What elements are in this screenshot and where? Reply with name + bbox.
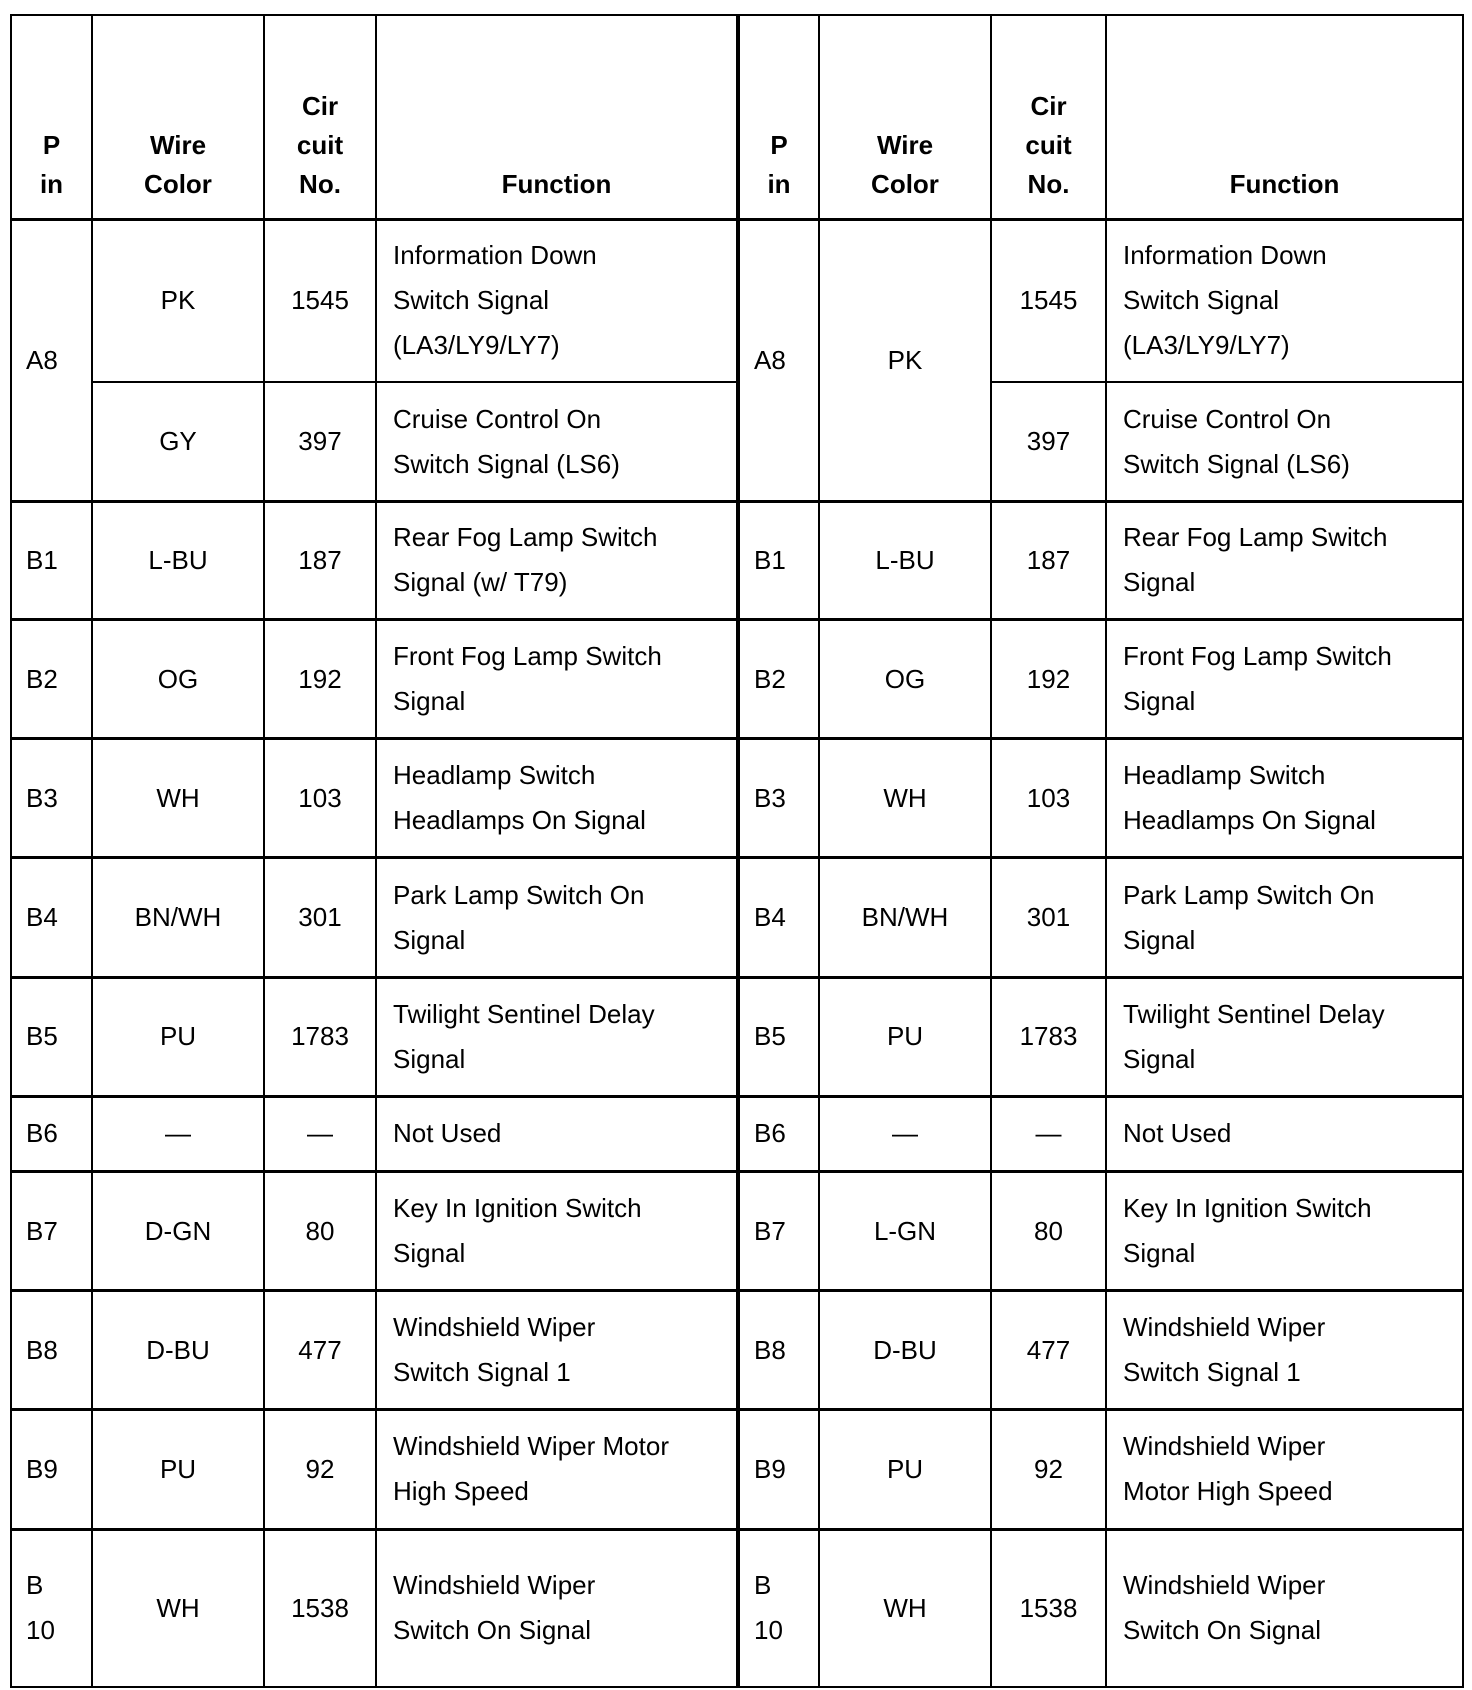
header-function: Function bbox=[1106, 15, 1463, 219]
table-row bbox=[11, 1171, 1463, 1290]
pin-cell: B6 bbox=[11, 1096, 92, 1171]
pin-cell: B3 bbox=[11, 739, 92, 858]
wire-color-cell: OG bbox=[92, 620, 264, 739]
pin-cell: B6 bbox=[738, 1096, 819, 1171]
header-pin: P in bbox=[11, 15, 92, 219]
header-pin: P in bbox=[738, 15, 819, 219]
circuit-cell: 397 bbox=[264, 382, 376, 501]
pin-cell: B8 bbox=[738, 1291, 819, 1410]
circuit-cell: 1538 bbox=[264, 1529, 376, 1687]
pin-cell: B5 bbox=[738, 977, 819, 1096]
connector-pin-table bbox=[10, 14, 1464, 1688]
wire-color-cell: D-BU bbox=[819, 1291, 991, 1410]
function-cell: Front Fog Lamp Switch Signal bbox=[376, 620, 738, 739]
function-cell: Not Used bbox=[376, 1096, 738, 1171]
function-cell: Information Down Switch Signal (LA3/LY9/LY7) bbox=[376, 219, 738, 382]
circuit-cell: 477 bbox=[264, 1291, 376, 1410]
circuit-cell: 192 bbox=[264, 620, 376, 739]
wire-color-cell: GY bbox=[92, 382, 264, 501]
circuit-cell: 1545 bbox=[991, 219, 1106, 382]
circuit-cell: 80 bbox=[264, 1171, 376, 1290]
pin-cell: B 10 bbox=[11, 1529, 92, 1687]
circuit-cell: 80 bbox=[991, 1171, 1106, 1290]
function-cell: Key In Ignition Switch Signal bbox=[1106, 1171, 1463, 1290]
pin-cell: A8 bbox=[738, 219, 819, 501]
wire-color-cell: WH bbox=[92, 739, 264, 858]
circuit-cell: 1545 bbox=[264, 219, 376, 382]
function-cell: Not Used bbox=[1106, 1096, 1463, 1171]
function-cell: Twilight Sentinel Delay Signal bbox=[1106, 977, 1463, 1096]
function-cell: Key In Ignition Switch Signal bbox=[376, 1171, 738, 1290]
function-cell: Park Lamp Switch On Signal bbox=[376, 858, 738, 977]
table-row bbox=[11, 858, 1463, 977]
function-cell: Windshield Wiper Motor High Speed bbox=[1106, 1410, 1463, 1529]
circuit-cell: 192 bbox=[991, 620, 1106, 739]
wire-color-cell: L-GN bbox=[819, 1171, 991, 1290]
function-cell: Twilight Sentinel Delay Signal bbox=[376, 977, 738, 1096]
circuit-cell: 1783 bbox=[264, 977, 376, 1096]
wire-color-cell: — bbox=[819, 1096, 991, 1171]
header-wire-color: Wire Color bbox=[819, 15, 991, 219]
pin-cell: B1 bbox=[11, 501, 92, 619]
pin-cell: B4 bbox=[738, 858, 819, 977]
function-cell: Headlamp Switch Headlamps On Signal bbox=[1106, 739, 1463, 858]
table-row bbox=[11, 739, 1463, 858]
wire-color-cell: WH bbox=[819, 1529, 991, 1687]
table-body bbox=[11, 15, 1463, 1687]
wire-color-cell: — bbox=[92, 1096, 264, 1171]
wire-color-cell: D-GN bbox=[92, 1171, 264, 1290]
function-cell: Rear Fog Lamp Switch Signal bbox=[1106, 501, 1463, 619]
pin-cell: B3 bbox=[738, 739, 819, 858]
circuit-cell: 301 bbox=[264, 858, 376, 977]
circuit-cell: 103 bbox=[991, 739, 1106, 858]
circuit-cell: 397 bbox=[991, 382, 1106, 501]
function-cell: Windshield Wiper Switch On Signal bbox=[376, 1529, 738, 1687]
wire-color-cell: PU bbox=[92, 1410, 264, 1529]
wire-color-cell: PK bbox=[819, 219, 991, 501]
wire-color-cell: PK bbox=[92, 219, 264, 382]
wire-color-cell: L-BU bbox=[92, 501, 264, 619]
table-row bbox=[11, 219, 1463, 382]
table-row bbox=[11, 382, 1463, 501]
function-cell: Windshield Wiper Switch Signal 1 bbox=[1106, 1291, 1463, 1410]
pin-cell: B4 bbox=[11, 858, 92, 977]
pin-cell: B9 bbox=[11, 1410, 92, 1529]
table-row bbox=[11, 1410, 1463, 1529]
wire-color-cell: WH bbox=[819, 739, 991, 858]
function-cell: Information Down Switch Signal (LA3/LY9/LY7) bbox=[1106, 219, 1463, 382]
header-circuit-no: Cir cuit No. bbox=[264, 15, 376, 219]
circuit-cell: 301 bbox=[991, 858, 1106, 977]
function-cell: Windshield Wiper Switch Signal 1 bbox=[376, 1291, 738, 1410]
wire-color-cell: PU bbox=[92, 977, 264, 1096]
wire-color-cell: L-BU bbox=[819, 501, 991, 619]
circuit-cell: — bbox=[991, 1096, 1106, 1171]
function-cell: Park Lamp Switch On Signal bbox=[1106, 858, 1463, 977]
wire-color-cell: WH bbox=[92, 1529, 264, 1687]
circuit-cell: 187 bbox=[264, 501, 376, 619]
table-row bbox=[11, 620, 1463, 739]
header-circuit-no: Cir cuit No. bbox=[991, 15, 1106, 219]
table-row bbox=[11, 977, 1463, 1096]
header-wire-color: Wire Color bbox=[92, 15, 264, 219]
pin-cell: B9 bbox=[738, 1410, 819, 1529]
function-cell: Windshield Wiper Motor High Speed bbox=[376, 1410, 738, 1529]
wire-color-cell: PU bbox=[819, 1410, 991, 1529]
wire-color-cell: BN/WH bbox=[819, 858, 991, 977]
pin-cell: B 10 bbox=[738, 1529, 819, 1687]
pin-cell: B7 bbox=[738, 1171, 819, 1290]
circuit-cell: 92 bbox=[991, 1410, 1106, 1529]
pin-cell: B5 bbox=[11, 977, 92, 1096]
pin-cell: B8 bbox=[11, 1291, 92, 1410]
pin-cell: B7 bbox=[11, 1171, 92, 1290]
table-row bbox=[11, 501, 1463, 619]
table-row bbox=[11, 1529, 1463, 1687]
function-cell: Rear Fog Lamp Switch Signal (w/ T79) bbox=[376, 501, 738, 619]
circuit-cell: 1783 bbox=[991, 977, 1106, 1096]
header-function: Function bbox=[376, 15, 738, 219]
function-cell: Windshield Wiper Switch On Signal bbox=[1106, 1529, 1463, 1687]
pin-cell: A8 bbox=[11, 219, 92, 501]
circuit-cell: 477 bbox=[991, 1291, 1106, 1410]
circuit-cell: 1538 bbox=[991, 1529, 1106, 1687]
circuit-cell: 187 bbox=[991, 501, 1106, 619]
wire-color-cell: OG bbox=[819, 620, 991, 739]
wire-color-cell: PU bbox=[819, 977, 991, 1096]
wire-color-cell: D-BU bbox=[92, 1291, 264, 1410]
circuit-cell: — bbox=[264, 1096, 376, 1171]
header-row bbox=[11, 15, 1463, 219]
pin-cell: B2 bbox=[738, 620, 819, 739]
function-cell: Headlamp Switch Headlamps On Signal bbox=[376, 739, 738, 858]
table-row bbox=[11, 1291, 1463, 1410]
function-cell: Front Fog Lamp Switch Signal bbox=[1106, 620, 1463, 739]
pin-cell: B2 bbox=[11, 620, 92, 739]
function-cell: Cruise Control On Switch Signal (LS6) bbox=[376, 382, 738, 501]
pin-cell: B1 bbox=[738, 501, 819, 619]
table-row bbox=[11, 1096, 1463, 1171]
circuit-cell: 92 bbox=[264, 1410, 376, 1529]
wire-color-cell: BN/WH bbox=[92, 858, 264, 977]
circuit-cell: 103 bbox=[264, 739, 376, 858]
function-cell: Cruise Control On Switch Signal (LS6) bbox=[1106, 382, 1463, 501]
